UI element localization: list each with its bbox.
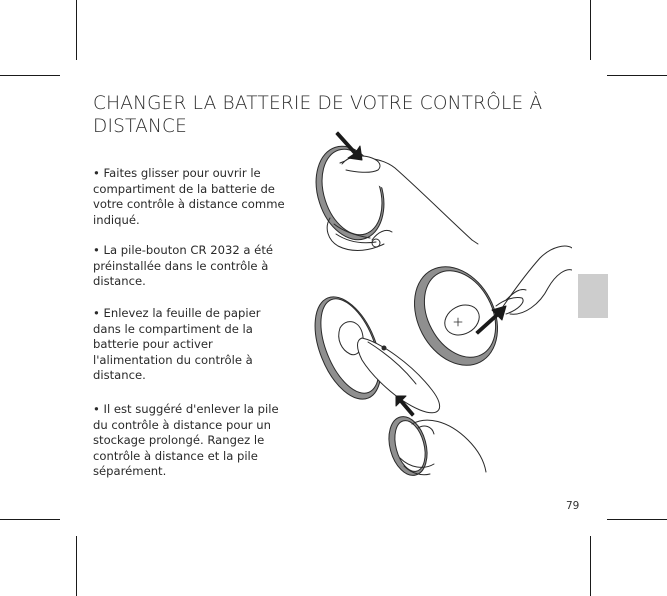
crop-mark bbox=[0, 519, 60, 520]
battery-illustration bbox=[300, 128, 572, 484]
instruction-step: • Enlevez la feuille de papier dans le compartiment de la batterie pour activer l'alimentation du contrôle à distance. bbox=[93, 306, 261, 383]
crop-mark bbox=[0, 75, 60, 76]
instruction-step: • Il est suggéré d'enlever la pile du contrôle à distance pour un stockage prolongé. Rangez le contrôle à distance et la pile séparément. bbox=[93, 402, 279, 479]
battery-compartment-illustration bbox=[398, 246, 572, 380]
crop-mark bbox=[590, 0, 591, 60]
section-tab bbox=[578, 274, 608, 318]
remote-held-illustration bbox=[383, 412, 486, 479]
remote-slide-open-illustration bbox=[305, 137, 478, 250]
page-title: CHANGER LA BATTERIE DE VOTRE CONTRÔLE À DISTANCE bbox=[93, 93, 543, 137]
crop-mark bbox=[76, 536, 77, 596]
crop-mark bbox=[76, 0, 77, 60]
crop-mark bbox=[607, 75, 667, 76]
page-number: 79 bbox=[566, 500, 580, 512]
crop-mark bbox=[607, 519, 667, 520]
instruction-step: • Faites glisser pour ouvrir le compartiment de la batterie de votre contrôle à distance comme indiqué. bbox=[93, 166, 285, 227]
crop-mark bbox=[590, 536, 591, 596]
instruction-step: • La pile-bouton CR 2032 a été préinstallée dans le contrôle à distance. bbox=[93, 243, 273, 289]
